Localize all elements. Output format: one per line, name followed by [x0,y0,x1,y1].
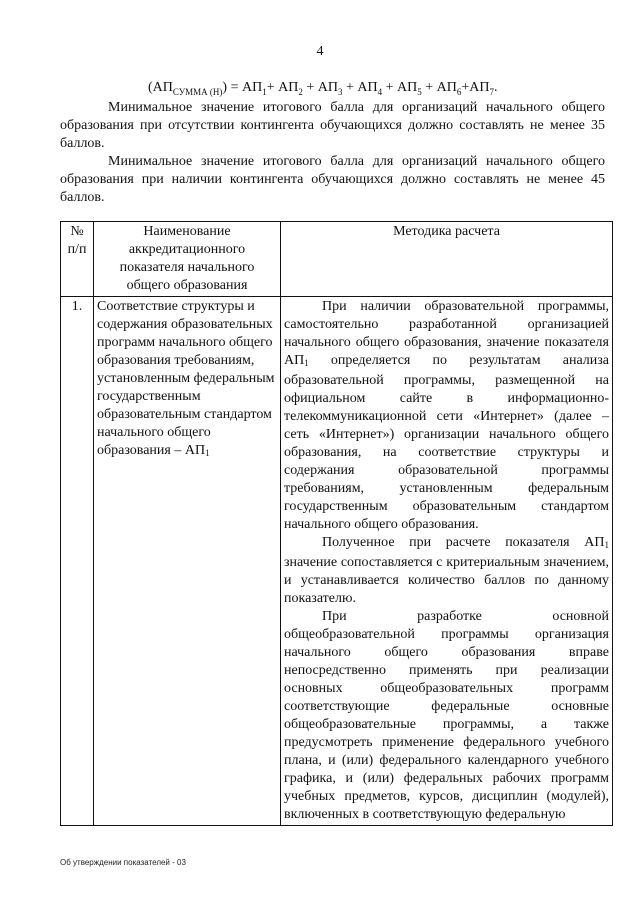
paragraph-min-score-no-students: Минимальное значение итогового балла для организаций начального общего образования при отсутствии контингента обучающихся должно составлять не менее 35 баллов. [60,100,605,151]
formula-term: + АП [421,80,457,95]
row-method [281,297,613,826]
formula-lhs-sub: СУММА (Н) [172,86,223,97]
method-sub: 1 [604,540,609,550]
formula-term: + АП [382,80,418,95]
formula-sub: 1 [262,86,267,97]
page-number: 4 [316,44,324,59]
formula-sub: 3 [337,86,343,97]
formula-term: +АП [461,80,490,95]
header-num: № п/п [61,222,94,297]
row-num: 1. [61,297,94,826]
header-method: Методика расчета [281,222,613,297]
table-header-row [61,222,613,297]
row-name-text: Соответствие структуры и содержания образовательных программ начального общего образования требованиям, установленным федеральным государственным образовательным стандартом начального общего образования – АП [97,299,275,458]
method-paragraph [284,608,609,824]
method-text: определяется по результатам анализа образовательной программы, размещенной на официальном сайте в информационно-телекоммуникационной сети «Интернет» (далее – сеть «Интернет») организации начального общего образования, на соответствие структуры и содержания образовательной программы требованиям, установленным федеральным государственным образовательным стандартом начального общего образования. [284,353,609,532]
formula-sub: 4 [377,86,383,97]
formula-rhs-start: ) = АП [222,80,263,95]
formula-sub: 2 [298,86,303,97]
row-name-sub: 1 [205,448,210,458]
header-name: Наименование аккредитационного показателя начального общего образования [94,222,281,297]
formula-term: . [493,80,498,95]
formula-term: + АП [342,80,378,95]
formula-lhs: (АП [148,80,173,95]
method-text: Полученное при расчете показателя АП [322,535,605,550]
method-sub: 1 [304,358,309,368]
formula-sub: 6 [456,86,462,97]
method-paragraph [284,298,609,534]
formula-sub: 5 [417,86,422,97]
formula-term: + АП [302,80,338,95]
formula-term: + АП [266,80,299,95]
method-paragraph [284,534,609,608]
table-row [61,297,613,826]
method-text: При наличии образовательной программы, самостоятельно разработанной организацией начального общего образования, значение показателя АП [284,299,609,368]
footer-doc-id: Об утверждении показателей - 03 [60,858,186,867]
method-text: При разработке основной общеобразовательной программы организация начального общего образования вправе непосредственно применять при реализации основных общеобразовательных программ соответствующие федеральные основные общеобразовательные программы, а также предусмотреть применение федерального учебного плана, и (или) федерального календарного учебного графика, и (или) федеральных рабочих программ учебных предметов, курсов, дисциплин (модулей), включенных в соответствующую федеральную [284,609,609,822]
row-name [94,297,281,826]
indicators-table [60,221,613,826]
method-text: значение сопоставляется с критериальным значением, и устанавливается количество баллов по данному показателю. [284,555,609,606]
formula [148,80,497,97]
formula-sub: 7 [489,86,494,97]
paragraph-min-score-with-students: Минимальное значение итогового балла для организаций начального общего образования при наличии контингента обучающихся должно составлять не менее 45 баллов. [60,154,605,205]
